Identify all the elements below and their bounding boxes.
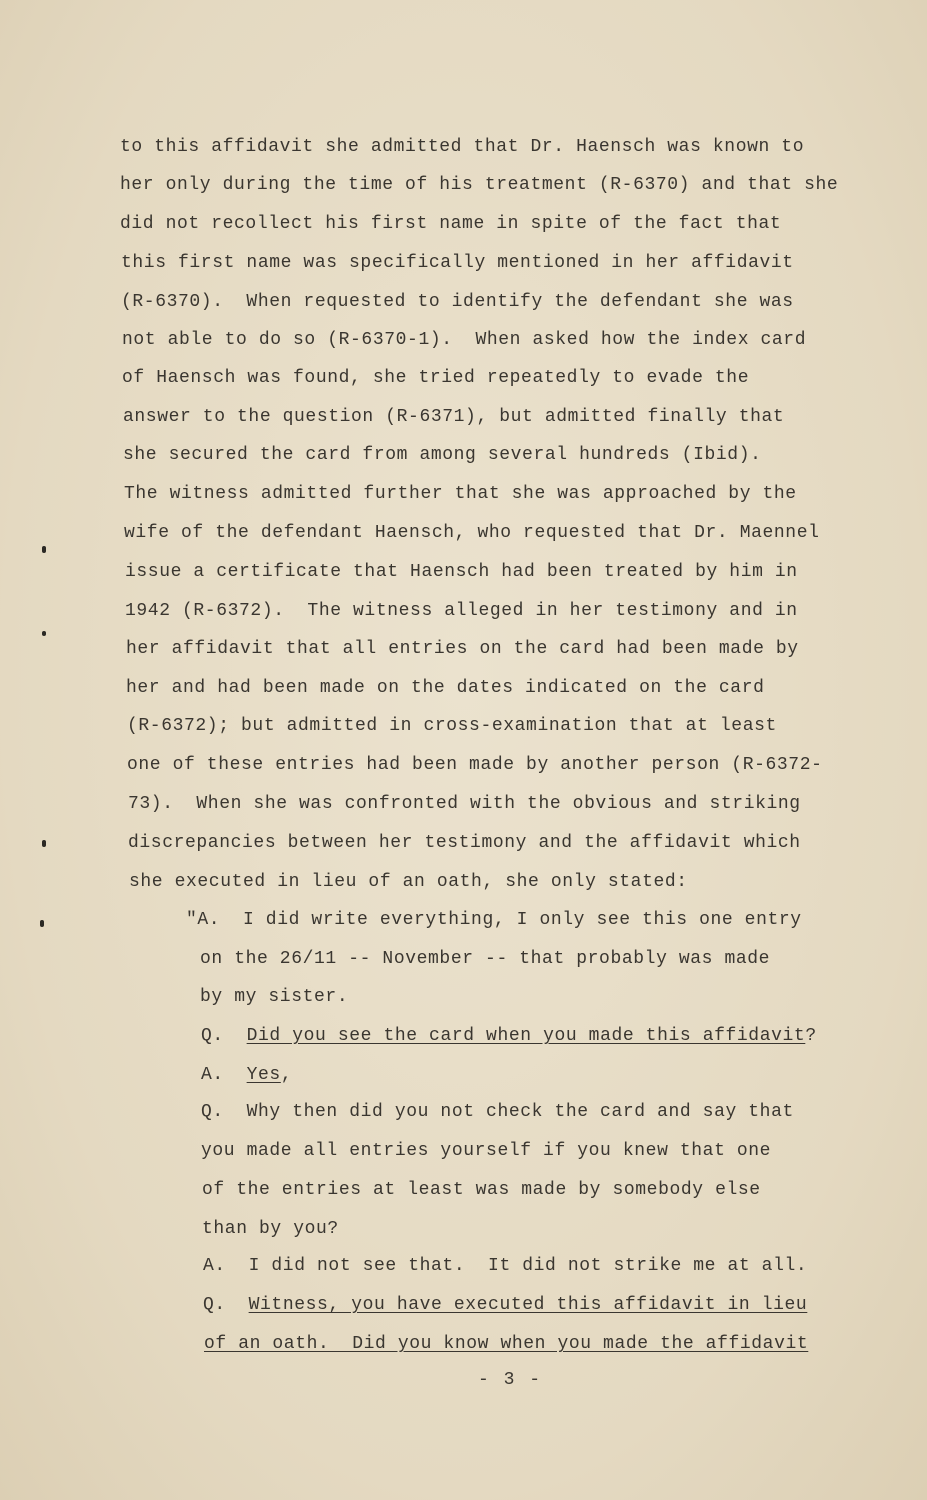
quote-question-line: of the entries at least was made by somebody else (202, 1180, 761, 1200)
underlined-answer: Yes (246, 1065, 281, 1085)
quote-question-line: than by you? (202, 1219, 339, 1239)
question-label: Q. (201, 1026, 224, 1046)
quote-answer-line: A. I did not see that. It did not strike me at all. (203, 1256, 808, 1276)
body-line: 1942 (R-6372). The witness alleged in her testimony and in (125, 601, 798, 621)
quote-question-line: Q. Why then did you not check the card and say that (201, 1102, 794, 1122)
body-line: of Haensch was found, she tried repeatedly to evade the (122, 368, 750, 388)
body-line: did not recollect his first name in spite of the fact that (120, 214, 782, 234)
body-line: to this affidavit she admitted that Dr. Haensch was known to (120, 137, 805, 157)
underlined-question: of an oath. Did you know when you made the affidavit (204, 1334, 809, 1354)
question-mark: ? (805, 1026, 817, 1046)
body-line: her only during the time of his treatment (R-6370) and that she (120, 175, 839, 195)
quote-answer-line: on the 26/11 -- November -- that probably was made (200, 949, 771, 969)
body-line: one of these entries had been made by another person (R-6372- (127, 755, 823, 775)
body-line: discrepancies between her testimony and the affidavit which (128, 833, 801, 853)
margin-mark (42, 840, 46, 847)
body-line: (R-6370). When requested to identify the defendant she was (121, 292, 794, 312)
quote-answer-line: "A. I did write everything, I only see this one entry (186, 910, 802, 930)
body-line: answer to the question (R-6371), but admitted finally that (123, 407, 785, 427)
question-label: Q. (203, 1295, 226, 1315)
body-line: she executed in lieu of an oath, she only stated: (129, 872, 688, 892)
body-line: issue a certificate that Haensch had been treated by him in (125, 562, 798, 582)
body-line: (R-6372); but admitted in cross-examination that at least (127, 716, 777, 736)
answer-punct: , (280, 1065, 293, 1085)
quote-answer-line (201, 1064, 292, 1086)
body-line: her affidavit that all entries on the card had been made by (126, 639, 799, 659)
margin-mark (42, 631, 46, 636)
body-line: The witness admitted further that she was approached by the (124, 484, 797, 504)
margin-mark (40, 920, 44, 927)
margin-mark (42, 546, 46, 553)
body-line: not able to do so (R-6370-1). When asked how the index card (122, 330, 807, 350)
quote-answer-line: by my sister. (200, 987, 349, 1007)
body-line: she secured the card from among several hundreds (Ibid). (123, 445, 762, 465)
body-line: 73). When she was confronted with the obvious and striking (128, 794, 801, 814)
quote-question-line: you made all entries yourself if you knew that one (201, 1141, 772, 1161)
body-line: this first name was specifically mentioned in her affidavit (121, 253, 794, 273)
answer-label: A. (201, 1065, 224, 1085)
body-line: wife of the defendant Haensch, who requested that Dr. Maennel (124, 523, 820, 543)
quote-question-line (203, 1294, 807, 1316)
underlined-question: Witness, you have executed this affidavit in lieu (248, 1295, 808, 1315)
body-line: her and had been made on the dates indicated on the card (126, 678, 765, 698)
page-number: - 3 - (478, 1370, 543, 1390)
quote-question-line (201, 1025, 817, 1047)
underlined-question: Did you see the card when you made this affidavit (246, 1026, 806, 1046)
